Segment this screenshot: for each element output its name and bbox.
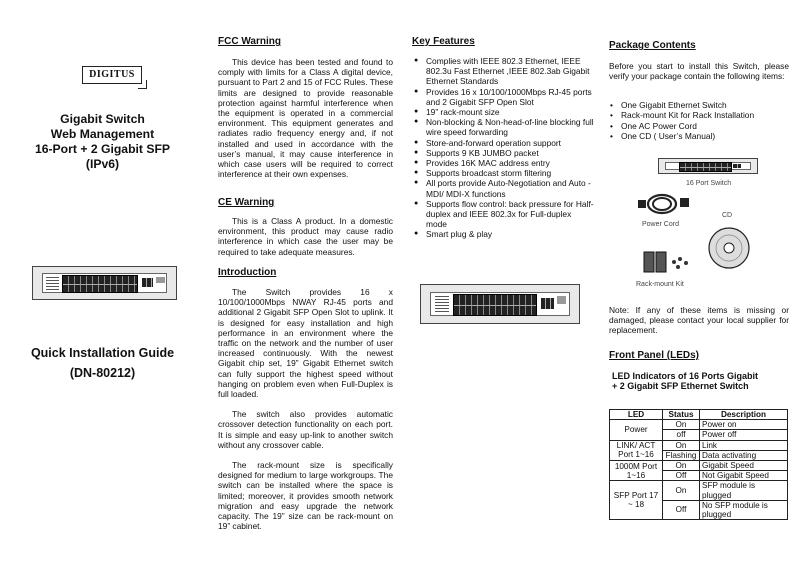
feature-item: ● Store-and-forward operation support: [414, 138, 594, 148]
led-description: No SFP module is plugged: [700, 500, 788, 519]
intro-text: [218, 287, 393, 531]
package-item: • One Gigabit Ethernet Switch: [609, 100, 789, 110]
title-line: Gigabit Switch: [60, 112, 145, 126]
feature-item: ● Supports broadcast storm filtering: [414, 168, 594, 178]
led-status: On: [663, 440, 700, 450]
switch-image: [32, 266, 177, 300]
led-name: LINK/ ACT Port 1~16: [610, 440, 663, 460]
cover-column: [0, 0, 205, 563]
package-list: [609, 100, 789, 142]
product-title: [0, 112, 205, 172]
column-header: Status: [663, 410, 700, 420]
led-description: Power on: [700, 420, 788, 430]
led-name: 1000M Port 1~16: [610, 461, 663, 481]
intro-paragraph: The Switch provides 16 x 10/100/1000Mbps NWAY RJ-45 ports and additional 2 Gigabit SFP Open Slot to uplink. It is designed for easy installation and high performance in an environment where the traffic on the network and the number of user increased continuously. With the newest Gigabit chip set, 19” Gigabit Ethernet switch can fully support the highest speed without hanging on problem even when Full-Duplex is full loaded.: [218, 287, 393, 400]
led-description: SFP module is plugged: [700, 481, 788, 500]
ce-text: [218, 216, 393, 257]
table-header-row: [610, 410, 788, 420]
digitus-logo: DIGITUS: [82, 66, 142, 84]
table-row: [610, 420, 788, 430]
column-header: Description: [700, 410, 788, 420]
front-panel-heading: Front Panel (LEDs): [609, 350, 700, 361]
package-intro: Before you start to install this Switch, please verify your package contain the following items:: [609, 61, 789, 82]
package-note: Note: If any of these items is missing or damaged, please contact your local supplier for replacement.: [609, 305, 789, 336]
feature-item: ● All ports provide Auto-Negotiation and Auto -MDI/ MDI-X functions: [414, 178, 594, 198]
led-subtitle-line: + 2 Gigabit SFP Ethernet Switch: [612, 381, 749, 391]
model-number: (DN-80212): [69, 366, 136, 380]
title-line: 16-Port + 2 Gigabit SFP: [34, 142, 171, 156]
feature-item: ● Provides 16K MAC address entry: [414, 158, 594, 168]
features-heading: Key Features: [412, 36, 475, 47]
package-item: • One CD ( User’s Manual): [609, 131, 789, 141]
title-line: (IPv6): [85, 157, 120, 171]
led-status: On: [663, 461, 700, 471]
led-status: Off: [663, 471, 700, 481]
column-header: LED: [610, 410, 663, 420]
led-description: Link: [700, 440, 788, 450]
led-description: Gigabit Speed: [700, 461, 788, 471]
cd-image: [707, 226, 751, 270]
cd-caption: CD: [722, 212, 733, 219]
feature-item: ● 19” rack-mount size: [414, 107, 594, 117]
guide-title: [0, 343, 205, 383]
fcc-text: [218, 57, 393, 179]
table-row: [610, 461, 788, 471]
led-table: [609, 409, 788, 520]
table-row: [610, 481, 788, 500]
feature-item: ● Smart plug & play: [414, 229, 594, 239]
ce-heading: CE Warning: [218, 197, 275, 208]
led-subtitle-line: LED Indicators of 16 Ports Gigabit: [612, 371, 759, 381]
led-subtitle: [612, 371, 758, 391]
title-line: Web Management: [50, 127, 155, 141]
cord-caption: Power Cord: [642, 221, 679, 228]
intro-paragraph: The switch also provides automatic crossover detection functionality on each port. It is simple and easy up-link to another switch without any crossover cable.: [218, 409, 393, 450]
package-item: • One AC Power Cord: [609, 121, 789, 131]
led-status: On: [663, 420, 700, 430]
package-item: • Rack-mount Kit for Rack Installation: [609, 110, 789, 120]
power-cord-image: [636, 190, 696, 218]
intro-paragraph: The rack-mount size is specifically designed for medium to large workgroups. The switch can be installed where the space is limited; moreover, it provides smooth network migration and easy upgrade the network capacity. The 19” size can be rack-mount on 19” cabinet.: [218, 460, 393, 532]
feature-item: ● Supports 9 KB JUMBO packet: [414, 148, 594, 158]
switch-image: [658, 158, 758, 174]
rack-mount-kit-image: [642, 250, 694, 274]
led-description: Data activating: [700, 450, 788, 460]
led-description: Power off: [700, 430, 788, 440]
feature-item: ● Non-blocking & Non-head-of-line blocking full wire speed forwarding: [414, 117, 594, 137]
fcc-heading: FCC Warning: [218, 36, 281, 47]
led-status: off: [663, 430, 700, 440]
rack-caption: Rack-mount Kit: [636, 281, 684, 288]
led-name: SFP Port 17 ~ 18: [610, 481, 663, 520]
led-description: Not Gigabit Speed: [700, 471, 788, 481]
switch-image: [420, 284, 580, 324]
intro-heading: Introduction: [218, 267, 277, 278]
feature-item: ● Complies with IEEE 802.3 Ethernet, IEEE 802.3u Fast Ethernet ,IEEE 802.3ab Gigabit Ethernet Standards: [414, 56, 594, 87]
guide-label: Quick Installation Guide: [30, 346, 175, 360]
fcc-paragraph: This device has been tested and found to comply with limits for a Class A digital device, pursuant to Part 2 and 15 of FCC Rules. These limits are designed to provide reasonable protection against harmful interference when the equipment is operated in a commercial environment. This equipment generates and radiates radio frequency energy and, if not installed and used in accordance with the user’s manual, it may cause interference in which case users will be required to correct interference at their own expenses.: [218, 57, 393, 180]
led-name: Power: [610, 420, 663, 440]
led-status: Off: [663, 500, 700, 519]
ce-paragraph: This is a Class A product. In a domestic environment, this product may cause radio interference in which case the user may be required to take adequate measures.: [218, 216, 393, 257]
feature-item: ● Provides 16 x 10/100/1000Mbps RJ-45 ports and 2 Gigabit SFP Open Slot: [414, 87, 594, 107]
led-status: On: [663, 481, 700, 500]
features-list: [414, 56, 594, 240]
feature-item: ● Supports flow control: back pressure for Half-duplex and IEEE 802.3x for Full-duplex mode: [414, 199, 594, 230]
package-heading: Package Contents: [609, 40, 696, 51]
led-status: Flashing: [663, 450, 700, 460]
table-row: [610, 440, 788, 450]
switch-caption: 16 Port Switch: [686, 180, 732, 187]
